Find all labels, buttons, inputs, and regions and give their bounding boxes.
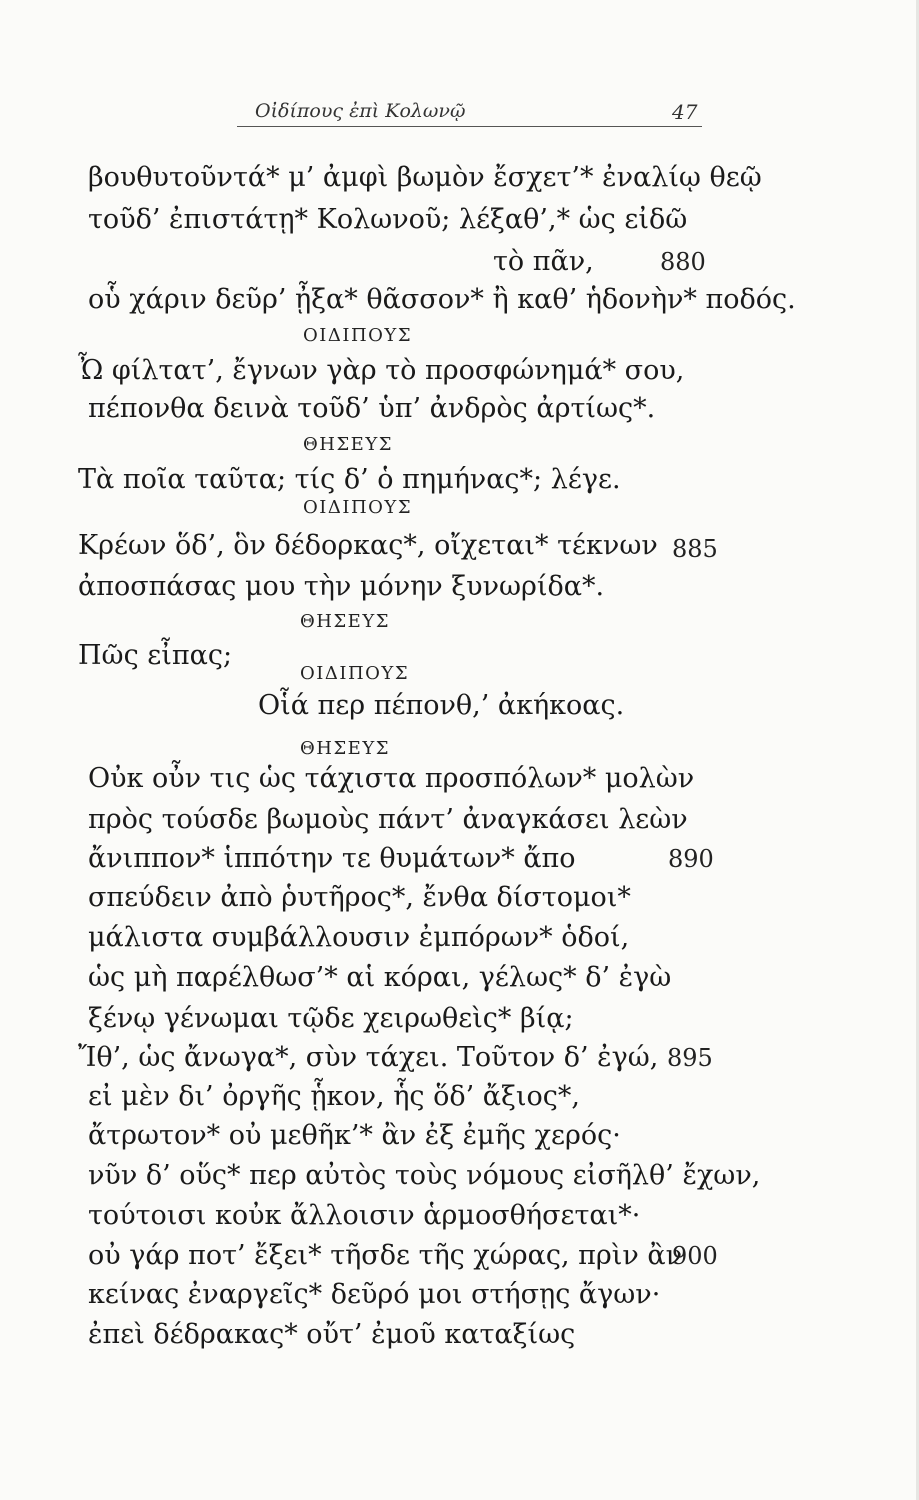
verse-line: βουθυτοῦντά* μ’ ἀμφὶ βωμὸν ἔσχετ’* ἐναλίῳ θεῷ <box>88 162 762 193</box>
verse-line: Οἷά περ πέπονθ,’ ἀκήκοας. <box>258 690 625 721</box>
speaker-label: ΘΗΣΕΥΣ <box>300 738 390 759</box>
verse-line: κείνας ἐναργεῖς* δεῦρό μοι στήσῃς ἄγων· <box>88 1279 661 1310</box>
verse-line: Ἴθ’, ὡς ἄνωγα*, σὺν τάχει. Τοῦτον δ’ ἐγώ, <box>78 1042 659 1073</box>
verse-line: τούτοισι κοὐκ ἄλλοισιν ἁρμοσθήσεται*· <box>88 1200 641 1231</box>
speaker-label: ΟΙΔΙΠΟΥΣ <box>300 663 410 684</box>
line-number: 880 <box>660 248 706 276</box>
verse-line: πρὸς τούσδε βωμοὺς πάντ’ ἀναγκάσει λεὼν <box>88 804 688 835</box>
speaker-label: ΟΙΔΙΠΟΥΣ <box>303 497 413 518</box>
verse-line: ἄτρωτον* οὐ μεθῆκ’* ἂν ἐξ ἐμῆς χερός· <box>88 1120 621 1151</box>
line-number: 890 <box>668 845 714 873</box>
speaker-label: ΘΗΣΕΥΣ <box>303 434 393 455</box>
line-number: 900 <box>672 1242 718 1270</box>
header-rule <box>237 126 702 127</box>
verse-line: οὗ χάριν δεῦρ’ ᾖξα* θᾶσσον* ἢ καθ’ ἡδονὴν* ποδός. <box>88 284 796 315</box>
verse-line: ἀποσπάσας μου τὴν μόνην ξυνωρίδα*. <box>78 571 605 602</box>
verse-line: Τὰ ποῖα ταῦτα; τίς δ’ ὁ πημήνας*; λέγε. <box>78 464 621 495</box>
verse-line: μάλιστα συμβάλλουσιν ἐμπόρων* ὁδοί, <box>88 922 630 953</box>
line-number: 895 <box>667 1044 713 1072</box>
verse-line: ὡς μὴ παρέλθωσ’* αἱ κόραι, γέλως* δ’ ἐγὼ <box>88 962 672 993</box>
verse-line: ἄνιππον* ἱππότην τε θυμάτων* ἄπο <box>88 843 576 874</box>
verse-line: νῦν δ’ οὕς* περ αὐτὸς τοὺς νόμους εἰσῆλθ’ ἔχων, <box>88 1160 761 1191</box>
page-number: 47 <box>672 100 698 124</box>
verse-line: Οὐκ οὖν τις ὡς τάχιστα προσπόλων* μολὼν <box>88 763 695 794</box>
verse-line: τὸ πᾶν, <box>493 246 594 277</box>
verse-line: εἰ μὲν δι’ ὀργῆς ᾗκον, ἧς ὅδ’ ἄξιος*, <box>88 1081 580 1112</box>
verse-line: τοῦδ’ ἐπιστάτῃ* Κολωνοῦ; λέξαθ’,* ὡς εἰδῶ <box>88 204 688 235</box>
verse-line: σπεύδειν ἀπὸ ῥυτῆρος*, ἔνθα δίστομοι* <box>88 882 631 913</box>
line-number: 885 <box>672 535 718 563</box>
verse-line: Πῶς εἶπας; <box>78 640 233 671</box>
verse-line: ξένῳ γένωμαι τῷδε χειρωθεὶς* βίᾳ; <box>88 1003 574 1034</box>
verse-line: Κρέων ὅδ’, ὃν δέδορκας*, οἴχεται* τέκνων <box>78 530 658 561</box>
speaker-label: ΟΙΔΙΠΟΥΣ <box>303 325 413 346</box>
verse-line: Ὦ φίλτατ’, ἔγνων γὰρ τὸ προσφώνημά* σου, <box>78 355 685 386</box>
speaker-label: ΘΗΣΕΥΣ <box>300 611 390 632</box>
running-header-title: Οἰδίπους ἐπὶ Κολωνῷ <box>255 100 466 122</box>
verse-line: πέπονθα δεινὰ τοῦδ’ ὑπ’ ἀνδρὸς ἀρτίως*. <box>88 393 656 424</box>
verse-line: ἐπεὶ δέδρακας* οὔτ’ ἐμοῦ καταξίως <box>88 1319 576 1350</box>
verse-line: οὐ γάρ ποτ’ ἔξει* τῆσδε τῆς χώρας, πρὶν ἂν <box>88 1240 682 1271</box>
